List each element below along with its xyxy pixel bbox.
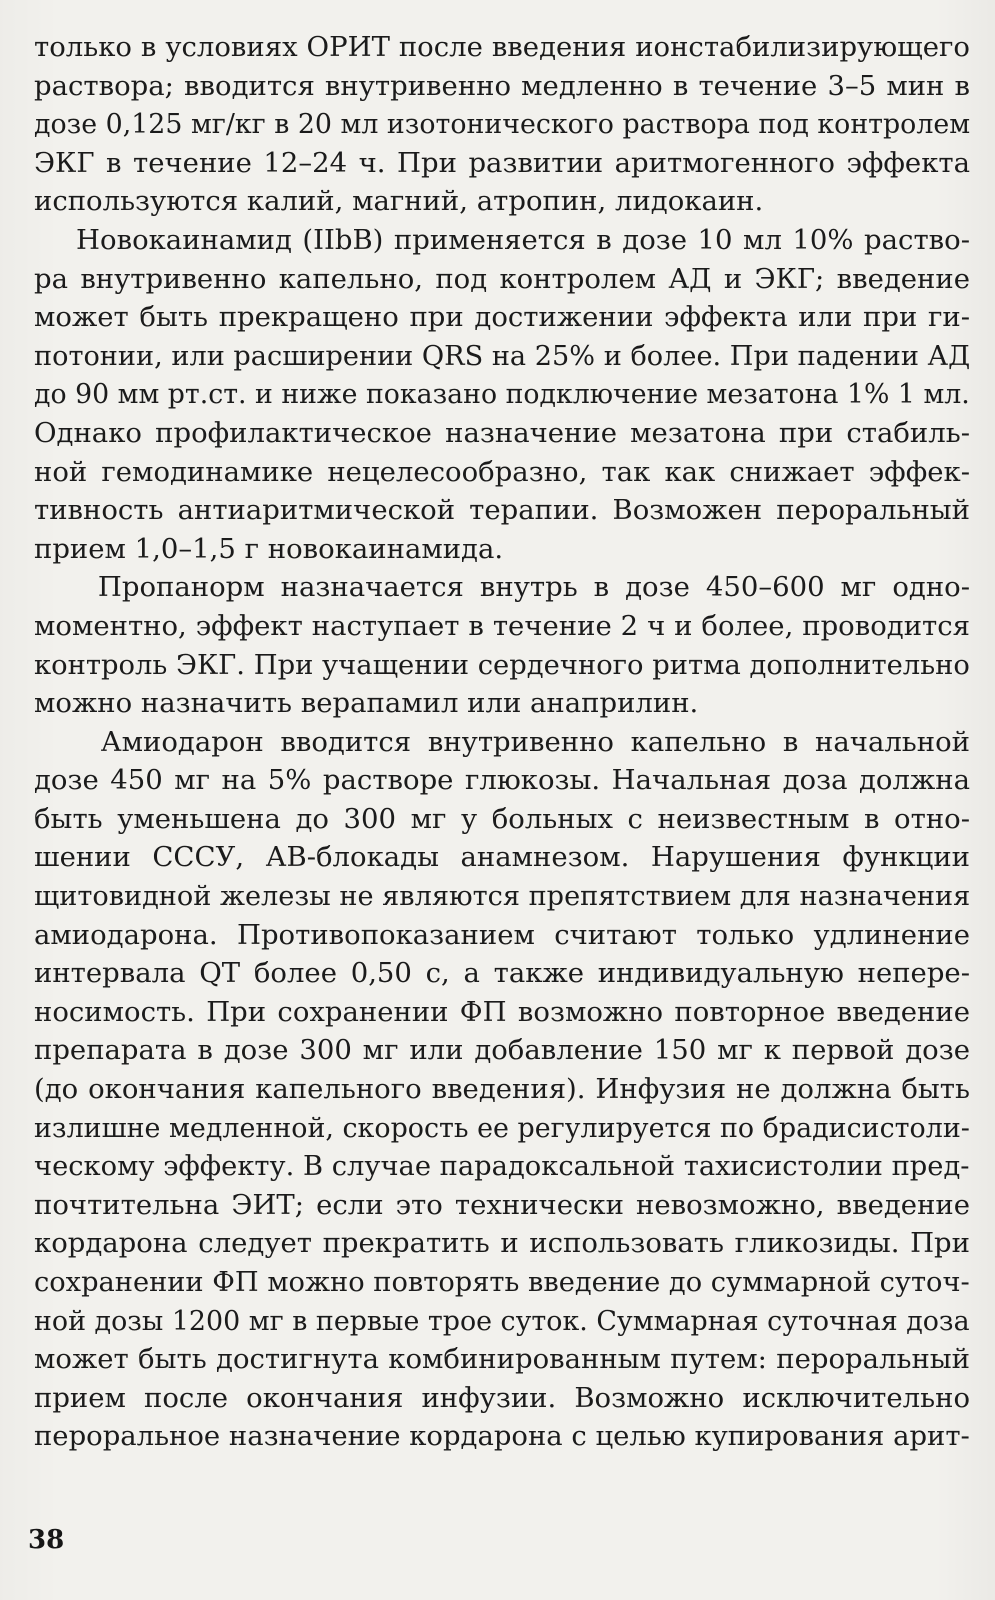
text-line: носимость. При сохранении ФП возможно повторное введение [34,995,970,1028]
text-line: дозе 450 мг на 5% растворе глюкозы. Начальная доза должна [34,764,970,797]
page-number: 38 [28,1525,65,1555]
text-line: прием 1,0–1,5 г новокаинамида. [34,532,504,565]
text-line: дозе 0,125 мг/кг в 20 мл изотонического раствора под контролем [34,108,971,141]
text-line: Амиодарон вводится внутривенно капельно в начальной [34,725,970,758]
text-line: шении СССУ, АВ-блокады анамнезом. Нарушения функции [34,841,970,874]
paragraph-ionostabilizing [34,28,970,221]
text-line: потонии, или расширении QRS на 25% и более. При падении АД [34,339,971,372]
text-line: Пропанорм назначается внутрь в дозе 450–600 мг одно- [34,571,970,604]
text-line: кордарона следует прекратить и использовать гликозиды. При [34,1227,970,1260]
text-line: щитовидной железы не являются препятствием для назначения [34,880,971,913]
text-line: моментно, эффект наступает в течение 2 ч и более, проводится [34,609,970,642]
text-line: ческому эффекту. В случае парадоксальной тахисистолии пред- [34,1150,970,1183]
text-line: ной дозы 1200 мг в первые трое суток. Суммарная суточная доза [34,1304,970,1337]
text-line: излишне медленной, скорость ее регулируется по брадисистоли- [34,1111,970,1144]
text-line: Новокаинамид (IIbB) применяется в дозе 10 мл 10% раство- [34,223,970,256]
text-line: быть уменьшена до 300 мг у больных с неизвестным в отно- [34,802,970,835]
paragraph-novocainamide [34,221,970,568]
text-line: может быть достигнута комбинированным путем: пероральный [34,1343,970,1376]
text-line: сохранении ФП можно повторять введение до суммарной суточ- [34,1266,970,1298]
text-line: только в условиях ОРИТ после введения ионстабилизирующего [34,31,970,63]
text-line: пероральное назначение кордарона с целью купирования арит- [34,1420,970,1453]
text-line: ра внутривенно капельно, под контролем АД и ЭКГ; введение [34,262,970,295]
body-text [34,28,970,1456]
text-line: (до окончания капельного введения). Инфузия не должна быть [34,1073,970,1106]
text-line: раствора; вводится внутривенно медленно в течение 3–5 мин в [34,69,970,102]
text-line: интервала QT более 0,50 с, а также индивидуальную непере- [34,957,970,990]
text-line: можно назначить верапамил или анаприлин. [34,687,699,720]
text-line: Однако профилактическое назначение мезатона при стабиль- [34,416,970,449]
text-line: прием после окончания инфузии. Возможно исключительно [34,1381,970,1414]
text-line: препарата в дозе 300 мг или добавление 150 мг к первой дозе [34,1034,970,1067]
text-line: используются калий, магний, атропин, лидокаин. [34,185,764,218]
text-line: амиодарона. Противопоказанием считают только удлинение [34,918,970,951]
paragraph-propanorm [34,568,970,722]
text-line: ной гемодинамике нецелесообразно, так как снижает эффек- [34,455,970,488]
text-line: тивность антиаритмической терапии. Возможен пероральный [34,494,970,527]
text-line: ЭКГ в течение 12–24 ч. При развитии аритмогенного эффекта [34,146,970,179]
text-line: контроль ЭКГ. При учащении сердечного ритма дополнительно [34,648,970,681]
text-line: почтительна ЭИТ; если это технически невозможно, введение [34,1188,970,1221]
paragraph-amiodarone [34,723,970,1456]
text-line: может быть прекращено при достижении эффекта или при ги- [34,301,970,334]
text-line: до 90 мм рт.ст. и ниже показано подключение мезатона 1% 1 мл. [34,378,970,411]
